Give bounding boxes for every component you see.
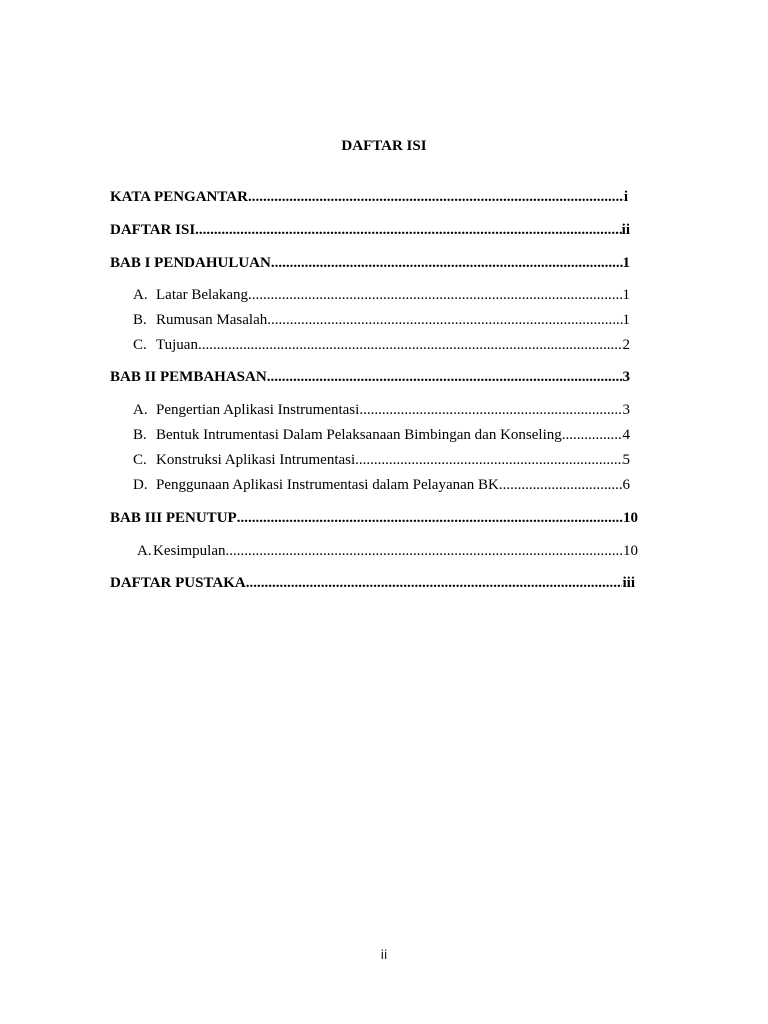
toc-entry-label: BAB I PENDAHULUAN xyxy=(110,255,271,271)
leader-dots xyxy=(355,451,622,469)
toc-subentry-marker: B. xyxy=(133,312,147,328)
toc-entry-bab-2 xyxy=(110,368,630,386)
leader-dots xyxy=(499,476,623,494)
toc-entry-kata-pengantar xyxy=(110,188,628,206)
toc-subentry-marker: C. xyxy=(133,452,147,468)
toc-subentry-label: Tujuan xyxy=(156,337,198,353)
toc-subentry-marker: B. xyxy=(133,427,147,443)
toc-subentry-page: 1 xyxy=(622,287,630,303)
toc-entry-label: DAFTAR ISI xyxy=(110,222,196,238)
toc-subentry xyxy=(133,401,630,419)
toc-subentry-page: 3 xyxy=(622,402,630,418)
toc-subentry-label: Latar Belakang xyxy=(156,287,249,303)
toc-entry-page: ii xyxy=(621,222,630,238)
toc-subentry xyxy=(137,542,638,560)
leader-dots xyxy=(248,188,624,206)
toc-entry-label: DAFTAR PUSTAKA xyxy=(110,575,246,591)
toc-subentry-label: Pengertian Aplikasi Instrumentasi xyxy=(156,402,360,418)
toc-entry-label: KATA PENGANTAR xyxy=(110,189,248,205)
toc-subentry-page: 6 xyxy=(622,477,630,493)
toc-subentry-marker: A. xyxy=(133,287,148,303)
toc-subentry xyxy=(133,426,630,444)
toc-entry-daftar-pustaka xyxy=(110,574,635,592)
toc-subentry-page: 4 xyxy=(622,427,630,443)
toc-subentry-page: 5 xyxy=(622,452,630,468)
toc-entry-label: BAB II PEMBAHASAN xyxy=(110,369,267,385)
toc-entry-label: BAB III PENUTUP xyxy=(110,510,237,526)
toc-entry-page: i xyxy=(623,189,628,205)
toc-subentry xyxy=(133,476,630,494)
toc-entry-page: 10 xyxy=(623,510,638,526)
toc-subentry-label: Bentuk Intrumentasi Dalam Pelaksanaan Bimbingan dan Konseling xyxy=(156,427,562,443)
toc-entry-bab-1 xyxy=(110,254,630,272)
leader-dots xyxy=(248,286,622,304)
leader-dots xyxy=(226,542,624,560)
page-number: ii xyxy=(380,948,388,962)
leader-dots xyxy=(237,509,623,527)
toc-subentry-label: Kesimpulan xyxy=(153,543,226,559)
toc-subentry-label: Penggunaan Aplikasi Instrumentasi dalam Pelayanan BK xyxy=(156,477,499,493)
toc-entry-page: iii xyxy=(622,575,635,591)
toc-subentry-marker: C. xyxy=(133,337,147,353)
leader-dots xyxy=(271,254,623,272)
toc-subentry-label: Rumusan Masalah xyxy=(156,312,268,328)
toc-subentry-marker: A. xyxy=(137,543,152,559)
leader-dots xyxy=(195,221,622,239)
leader-dots xyxy=(562,426,623,444)
toc-entry-bab-3 xyxy=(110,509,638,527)
toc-subentry xyxy=(133,286,630,304)
toc-subentry-label: Konstruksi Aplikasi Intrumentasi xyxy=(156,452,356,468)
toc-subentry xyxy=(133,311,630,329)
leader-dots xyxy=(267,368,623,386)
toc-subentry xyxy=(133,451,630,469)
leader-dots xyxy=(359,401,622,419)
leader-dots xyxy=(198,336,623,354)
toc-subentry-marker: D. xyxy=(133,477,148,493)
toc-subentry xyxy=(133,336,630,354)
toc-subentry-page: 1 xyxy=(622,312,630,328)
toc-title: DAFTAR ISI xyxy=(341,138,427,154)
leader-dots xyxy=(267,311,622,329)
toc-subentry-page: 10 xyxy=(623,543,638,559)
toc-subentry-page: 2 xyxy=(622,337,630,353)
toc-entry-daftar-isi xyxy=(110,221,630,239)
toc-subentry-marker: A. xyxy=(133,402,148,418)
leader-dots xyxy=(246,574,623,592)
toc-entry-page: 3 xyxy=(622,369,630,385)
toc-entry-page: 1 xyxy=(622,255,630,271)
